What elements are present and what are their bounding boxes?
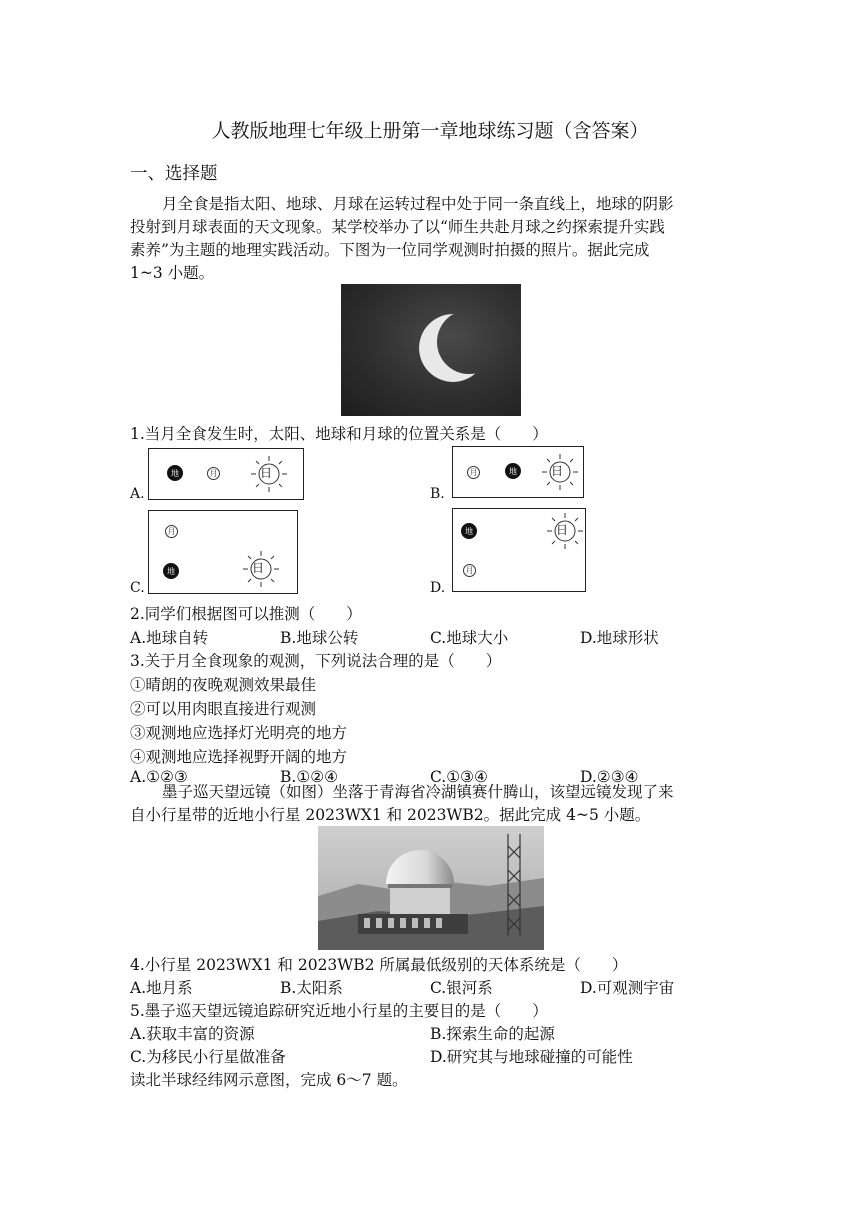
intro-paragraph-3: 读北半球经纬网示意图，完成 6～7 题。 <box>130 1071 408 1089</box>
q5-option-d: D.研究其与地球碰撞的可能性 <box>430 1048 633 1066</box>
option-d-label: D. <box>430 580 446 596</box>
q3-item-3: ③观测地应选择灯光明亮的地方 <box>130 724 348 742</box>
q3-option-b: B.①②④ <box>280 768 339 786</box>
q5-option-b: B.探索生命的起源 <box>430 1025 555 1043</box>
q4-option-a: A.地月系 <box>130 979 193 997</box>
moon-icon: 月 <box>467 466 480 479</box>
moon-icon: 月 <box>463 564 476 577</box>
question-1: 1.当月全食发生时，太阳、地球和月球的位置关系是（ ） <box>130 425 548 443</box>
q5-option-a: A.获取丰富的资源 <box>130 1025 255 1043</box>
q3-option-d: D.②③④ <box>580 768 639 786</box>
intro1-line-1: 月全食是指太阳、地球、月球在运转过程中处于同一条直线上，地球的阴影 <box>162 195 674 213</box>
earth-icon: 地 <box>163 563 179 579</box>
intro-paragraph-2 <box>130 781 740 827</box>
sun-label: 日 <box>556 523 569 537</box>
q3-item-4: ④观测地应选择视野开阔的地方 <box>130 748 348 766</box>
q2-option-c: C.地球大小 <box>430 629 509 647</box>
question-3: 3.关于月全食现象的观测，下列说法合理的是（ ） <box>130 652 502 670</box>
sun-label: 日 <box>260 466 273 480</box>
option-c-label: C. <box>130 580 145 596</box>
section-heading: 一、选择题 <box>130 164 218 184</box>
telescope-photo <box>318 826 544 950</box>
option-a-diagram <box>148 448 304 500</box>
intro1-line-3: 素养”为主题的地理实践活动。下图为一位同学观测时拍摄的照片。据此完成 <box>130 241 650 259</box>
intro1-line-2: 投射到月球表面的天文现象。某学校举办了以“师生共赴月球之约探索提升实践 <box>130 218 665 236</box>
earth-icon: 地 <box>167 465 183 481</box>
option-a-label: A. <box>130 486 145 502</box>
q3-item-2: ②可以用肉眼直接进行观测 <box>130 700 317 718</box>
option-b-label: B. <box>430 486 445 502</box>
intro-paragraph-1 <box>130 193 740 285</box>
intro2-line-2: 自小行星带的近地小行星 2023WX1 和 2023WB2。据此完成 4~5 小题。 <box>130 806 651 824</box>
q4-option-b: B.太阳系 <box>280 979 343 997</box>
question-5: 5.墨子巡天望远镜追踪研究近地小行星的主要目的是（ ） <box>130 1002 548 1020</box>
sun-label: 日 <box>551 464 564 478</box>
earth-icon: 地 <box>505 463 521 479</box>
q3-item-1: ①晴朗的夜晚观测效果最佳 <box>130 676 317 694</box>
question-4: 4.小行星 2023WX1 和 2023WB2 所属最低级别的天体系统是（ ） <box>130 956 628 974</box>
q3-option-a: A.①②③ <box>130 768 188 786</box>
q4-option-c: C.银河系 <box>430 979 493 997</box>
q2-option-d: D.地球形状 <box>580 629 659 647</box>
q4-option-d: D.可观测宇宙 <box>580 979 675 997</box>
moon-icon: 月 <box>207 467 220 480</box>
q3-option-c: C.①③④ <box>430 768 488 786</box>
page-title: 人教版地理七年级上册第一章地球练习题（含答案） <box>211 120 649 142</box>
intro1-line-4: 1~3 小题。 <box>130 264 215 282</box>
option-c-diagram <box>148 510 298 594</box>
q5-option-c: C.为移民小行星做准备 <box>130 1048 286 1066</box>
q2-option-a: A.地球自转 <box>130 629 209 647</box>
moon-icon: 月 <box>165 525 178 538</box>
intro2-line-1: 墨子巡天望远镜（如图）坐落于青海省冷湖镇赛什腾山，该望远镜发现了来 <box>162 783 674 801</box>
option-b-diagram <box>452 446 584 498</box>
sun-label: 日 <box>252 561 265 575</box>
earth-icon: 地 <box>461 523 477 539</box>
question-2: 2.同学们根据图可以推测（ ） <box>130 605 362 623</box>
moon-photo <box>341 284 521 416</box>
q2-option-b: B.地球公转 <box>280 629 359 647</box>
option-d-diagram <box>452 508 586 592</box>
